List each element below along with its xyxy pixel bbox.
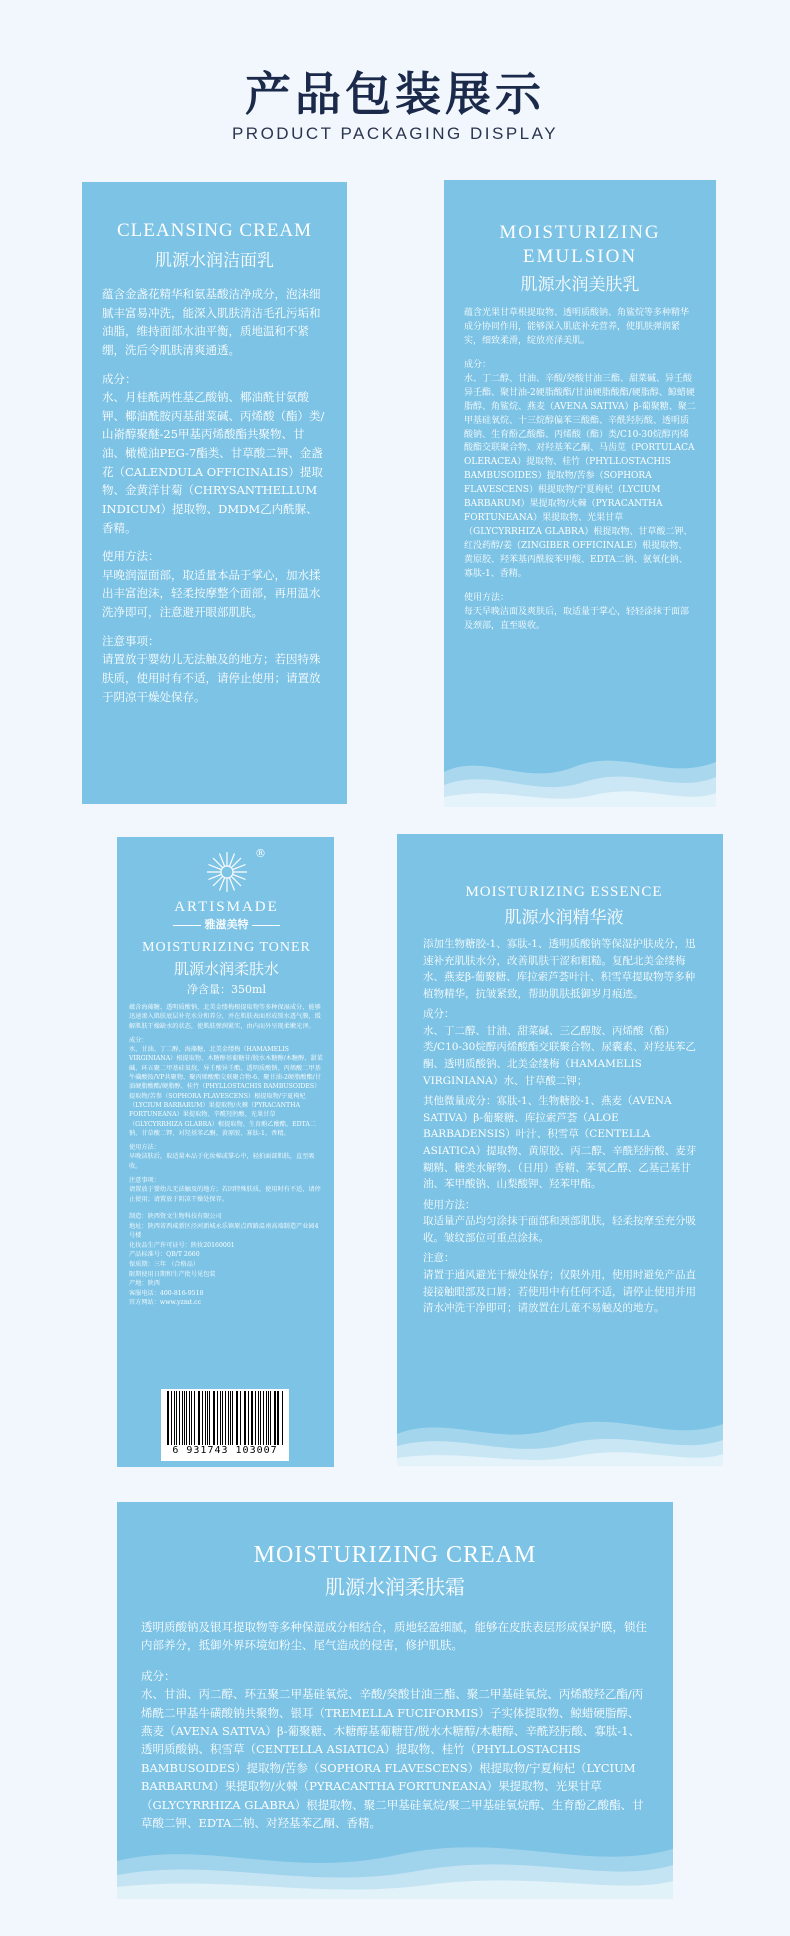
company-line: 制造：陕西资文生物科技有限公司 xyxy=(129,1212,222,1220)
product-intro: 透明质酸钠及银耳提取物等多种保湿成分相结合，质地轻盈细腻，能够在皮肤表层形成保护膜，锁住内部养分，抵御外界环境如粉尘、尾气造成的侵害，修护肌肤。 xyxy=(141,1620,647,1653)
barcode-bar xyxy=(182,1391,183,1445)
wave-decoration xyxy=(397,1396,723,1466)
barcode-bar xyxy=(252,1391,253,1445)
barcode-bar xyxy=(245,1391,246,1445)
barcode-bar xyxy=(222,1391,223,1445)
registered-mark: ® xyxy=(255,847,266,860)
brand-name-cn: 雅滋美特 xyxy=(129,916,324,932)
panel-title-cn: 肌源水润美肤乳 xyxy=(520,275,640,295)
ingredients-text: 水、甘油、丁二醇、海藻糖、北美金缕梅（HAMAMELIS VIRGINIANA）根提取物、木糖醇基葡糖苷/脱水木糖醇/木糖醇、甜菜碱、环五聚二甲基硅氧烷、异壬酸异壬酯、透明质酸钠、丙烯酸二甲基牛磺酸铵/VP共聚物、聚丙烯酸酯交联聚合物-6、聚甘油-2硬脂酸酯/甘油硬脂酸酯/硬脂醇、桂竹（PHYLLOSTACHIS BAMBUSOIDES）提取物/苦参（SOPHORA FLAVESCENS）根提取物/宁夏枸杞（LYCIUM BARBARUM）果提取物/火棘（PYRACANTHA FORTUNEANA）果提取物、辛酰羟肟酸、光果甘草（GLYCYRRHIZA GLABRA）根提取物、生育酚乙酸酯、EDTA二钠、甘草酸二钾、对羟基苯乙酮、黄原胶、寡肽-1、香精。 xyxy=(129,1046,323,1137)
notes-label: 注意事项： xyxy=(102,633,160,648)
barcode-bar xyxy=(213,1391,214,1445)
page-subtitle: PRODUCT PACKAGING DISPLAY xyxy=(231,124,559,143)
panel-title-en-line1: MOISTURIZING xyxy=(499,222,661,243)
notes-text: 请置于通风避光干燥处保存；仅限外用，使用时避免产品直接接触眼部及口唇；若使用中有任何不适，请停止使用并用清水冲洗干净即可；请放置在儿童不易触及的地方。 xyxy=(423,1268,696,1315)
barcode-bar xyxy=(205,1391,206,1445)
company-line: 地址：陕西省西咸新区泾河新城永乐镇原点西路温南高端制造产业园4号楼 xyxy=(129,1222,319,1240)
usage-label: 使用方法： xyxy=(464,592,510,603)
cleansing-cream-panel xyxy=(82,182,347,804)
moisturizing-emulsion-panel xyxy=(444,180,716,807)
barcode-bar xyxy=(277,1391,278,1445)
brand-flower-logo xyxy=(202,847,252,897)
barcode-bar xyxy=(199,1391,200,1445)
company-info xyxy=(129,1212,324,1308)
barcode-bar xyxy=(228,1391,229,1445)
panel-title-en: CLEANSING CREAM xyxy=(117,220,312,241)
usage-label: 使用方法： xyxy=(423,1198,476,1211)
company-line: 客服电话：400-816-9518 xyxy=(129,1289,204,1297)
notes-text: 请置放于婴幼儿无法触及的地方；若因特殊肤质，使用时有不适，请停止使用；请置放于阴凉干燥处保存。 xyxy=(102,652,321,704)
usage-text: 早晚洁肤后，取适量本品于化妆棉或掌心中，轻拍面部肌肤，直至吸收。 xyxy=(129,1153,315,1170)
barcode-number: 6 931743 103007 xyxy=(172,1445,278,1456)
panel-title-en: MOISTURIZING CREAM xyxy=(253,1542,537,1568)
company-line: 产地：陕西 xyxy=(129,1280,160,1288)
barcode-bar xyxy=(258,1391,259,1445)
barcode-bar xyxy=(191,1391,192,1445)
net-content: 净含量：350ml xyxy=(187,983,266,996)
usage-label: 使用方法： xyxy=(102,549,160,564)
panel-title-cn: 肌源水润柔肤霜 xyxy=(325,1575,465,1599)
barcode-bar xyxy=(237,1391,238,1445)
product-intro: 蕴含海藻糖、透明质酸钠、北美金缕梅根提取物等多种保湿成分，能够迅速渗入肌肤底层补充水分和养分，并在肌肤表面形成锁水透气膜，缓解肌肤干燥缺水的状态，使肌肤弹润紧实，由内而外呈现柔嫩光泽。 xyxy=(129,1004,321,1030)
ingredients-label: 成分： xyxy=(102,371,137,386)
panel-title-en: MOISTURIZING ESSENCE xyxy=(465,884,663,900)
wave-decoration xyxy=(444,727,716,807)
company-line: 化妆品生产许可证号：陕妆20160001 xyxy=(129,1241,235,1249)
usage-text: 早晚润湿面部，取适量本品于掌心，加水揉出丰富泡沫，轻柔按摩整个面部，再用温水洗净即可，注意避开眼部肌肤。 xyxy=(102,567,321,619)
panel-title-cn: 肌源水润精华液 xyxy=(504,908,624,928)
usage-label: 使用方法： xyxy=(129,1144,160,1152)
company-line: 官方网站：www.yzmt.cc xyxy=(129,1299,202,1307)
ingredients-text: 水、丁二醇、甘油、辛酸/癸酸甘油三酯、甜菜碱、异壬酸异壬酯、聚甘油-2硬脂酸酯/甘油硬脂酸酯/硬脂醇、鲸蜡硬脂醇、角鲨烷、燕麦（AVENA SATIVA）β-葡聚糖、聚二甲基硅氧烷、十三烷醇偏苯三酸酯、辛酰羟肟酸、透明质酸钠、生育酚乙酸酯、丙烯酸（酯）类/C10-30烷醇丙烯酸酯交联聚合物、对羟基苯乙酮、马齿苋（PORTULACA OLERACEA）提取物、桂竹（PHYLLOSTACHIS BAMBUSOIDES）提取物/苦参（SOPHORA FLAVESCENS）根提取物/宁夏枸杞（LYCIUM BARBARUM）果提取物/火棘（PYRACANTHA FORTUNEANA）果提取物、光果甘草（GLYCYRRHIZA GLABRA）根提取物、甘草酸二钾、红没药醇/姜（ZINGIBER OFFICINALE）根提取物、黄原胶、羟苯基丙酰胺苯甲酸、EDTA二钠、氨氧化钠、寡肽-1、香精。 xyxy=(464,373,696,579)
barcode-bar xyxy=(270,1391,271,1445)
panel-title-cn: 肌源水润柔肤水 xyxy=(173,960,279,978)
moisturizing-cream-panel xyxy=(117,1502,673,1899)
product-intro: 蕴含金盏花精华和氨基酸洁净成分，泡沫细腻丰富易冲洗，能深入肌肤清洁毛孔污垢和油脂，维持面部水油平衡，质地温和不紧绷，洗后令肌肤清爽通透。 xyxy=(102,287,321,357)
moisturizing-toner-panel xyxy=(117,837,334,1467)
ingredients-label: 成分： xyxy=(464,359,492,370)
ingredients-text: 水、月桂酰两性基乙酸钠、椰油酰甘氨酸钾、椰油酰胺丙基甜菜碱、丙烯酸（酯）类/山嵛醇聚醚-25甲基丙烯酸酯共聚物、甘油、橄榄油PEG-7酯类、甘草酸二钾、金盏花（CALENDULA OFFICINALIS）提取物、金黄洋甘菊（CHRYSANTHELLUM INDICUM）提取物、DMDM乙内酰脲、香精。 xyxy=(102,390,325,535)
product-barcode xyxy=(161,1389,289,1461)
notes-label: 注意： xyxy=(423,1252,455,1265)
notes-label: 注意事项： xyxy=(129,1177,160,1185)
barcode-bar xyxy=(168,1391,169,1445)
trace-ingredients-label: 其他微量成分： xyxy=(423,1095,497,1108)
usage-text: 取适量产品均匀涂抹于面部和颈部肌肤，轻柔按摩至充分吸收。皱纹部位可重点涂抹。 xyxy=(423,1215,696,1244)
brand-name-en: ARTISMADE xyxy=(174,899,279,915)
barcode-bar xyxy=(189,1391,190,1445)
product-intro: 添加生物糖胶-1、寡肽-1、透明质酸钠等保湿护肤成分，迅速补充肌肤水分，改善肌肤干涩和粗糙。复配北美金缕梅水、燕麦β-葡聚糖、库拉索芦荟叶汁、积雪草提取物等多种植物精华，抗皱紧致，帮助肌肤抵御岁月痕迹。 xyxy=(423,938,696,1000)
panel-title-en: MOISTURIZING TONER xyxy=(142,940,311,955)
barcode-bar xyxy=(240,1391,241,1445)
notes-text: 请置放于婴幼儿无法触及的地方；若因特殊肤质，使用时有不适，请停止使用；请置放于阴凉干燥处保存。 xyxy=(129,1186,321,1203)
moisturizing-essence-panel xyxy=(397,834,723,1466)
trace-ingredients-text: 寡肽-1、生物糖胶-1、燕麦（AVENA SATIVA）β-葡聚糖、库拉索芦荟（ALOE BARBADENSIS）叶汁、积雪草（CENTELLA ASIATICA）提取物、黄原胶、丙二醇、辛酰羟肟酸、麦芽糊精、糖类水解物、（日用）香精、苯氧乙醇、乙基己基甘油、苯甲酸钠、山梨酸钾、羟苯甲酯。 xyxy=(423,1095,697,1191)
ingredients-text: 水、丁二醇、甘油、甜菜碱、三乙醇胺、丙烯酸（酯）类/C10-30烷醇丙烯酸酯交联聚合物、尿囊素、对羟基苯乙酮、透明质酸钠、北美金缕梅（HAMAMELIS VIRGINIANA）水、甘草酸二钾； xyxy=(423,1024,696,1087)
page-title: 产品包装展示 xyxy=(245,67,545,121)
usage-text: 每天早晚洁面及爽肤后，取适量于掌心，轻轻涂抹于面部及颈部，直至吸收。 xyxy=(464,606,690,631)
barcode-bar xyxy=(266,1391,267,1445)
barcode-bar xyxy=(214,1391,215,1445)
company-line: 产品标准号：QB/T 2660 xyxy=(129,1251,200,1259)
ingredients-label: 成分： xyxy=(423,1008,455,1021)
company-line: 限期使用日期和生产批号见包装 xyxy=(129,1270,216,1278)
panel-title-en-line2: EMULSION xyxy=(522,246,638,267)
ingredients-label: 成分： xyxy=(141,1668,176,1683)
company-line: 保质期：三年 （合格品） xyxy=(129,1260,200,1268)
wave-decoration xyxy=(117,1819,673,1899)
panel-title-cn: 肌源水润洁面乳 xyxy=(155,251,274,271)
ingredients-text: 水、甘油、丙二醇、环五聚二甲基硅氧烷、辛酸/癸酸甘油三酯、聚二甲基硅氧烷、丙烯酸羟乙酯/丙烯酰二甲基牛磺酸钠共聚物、银耳（TREMELLA FUCIFORMIS）子实体提取物、鲸蜡硬脂醇、燕麦（AVENA SATIVA）β-葡聚糖、木糖醇基葡糖苷/脱水木糖醇/木糖醇、辛酰羟肟酸、寡肽-1、透明质酸钠、积雪草（CENTELLA ASIATICA）提取物、桂竹（PHYLLOSTACHIS BAMBUSOIDES）提取物/苦参（SOPHORA FLAVESCENS）根提取物/宁夏枸杞（LYCIUM BARBARUM）果提取物/火棘（PYRACANTHA FORTUNEANA）果提取物、光果甘草（GLYCYRRHIZA GLABRA）根提取物、聚二甲基硅氧烷/聚二甲基硅氧烷醇、生育酚乙酸酯、甘草酸二钾、EDTA二钠、对羟基苯乙酮、香精。 xyxy=(141,1687,644,1830)
ingredients-label: 成分： xyxy=(129,1036,148,1044)
product-intro: 蕴含光果甘草根提取物、透明质酸钠、角鲨烷等多种精华成分协同作用，能够深入肌底补充营养，使肌肤弹润紧实，细致柔滑，绽放亮泽美肌。 xyxy=(464,308,690,346)
barcode-bar xyxy=(176,1391,177,1445)
barcode-bars xyxy=(161,1389,289,1445)
